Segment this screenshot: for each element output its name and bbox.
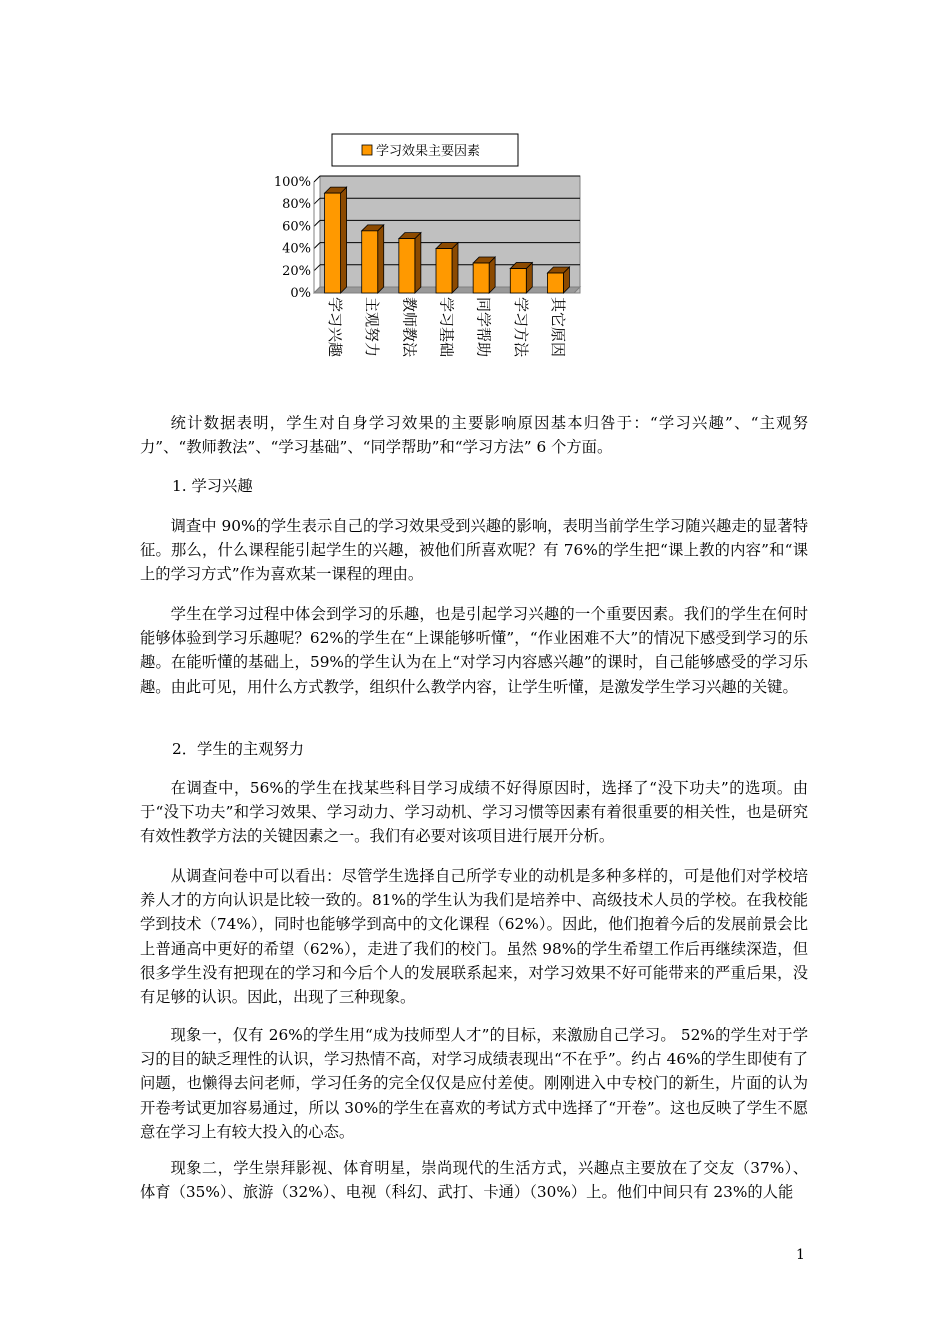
x-tick-label: 学习兴趣 <box>326 297 345 358</box>
paragraph-learning-fun: 学生在学习过程中体会到学习的乐趣，也是引起学习兴趣的一个重要因素。我们的学生在何时能够体验到学习乐趣呢？62%的学生在“上课能够听懂”，“作业困难不大”的情况下感受到学习的乐趣。在能听懂的基础上，59%的学生认为在上“对学习内容感兴趣”的课时，自己能够感受的学习乐趣。由此可见，用什么方式教学，组织什么教学内容，让学生听懂，是激发学生学习兴趣的关键。 <box>140 605 808 696</box>
bar-chart <box>270 130 590 370</box>
bar-side <box>452 243 458 293</box>
bar-side <box>341 187 347 293</box>
bar-side <box>415 233 421 293</box>
paragraph-phenomenon-two: 现象二，学生崇拜影视、体育明星，崇尚现代的生活方式，兴趣点主要放在了交友（37%）、体育（35%）、旅游（32%）、电视（科幻、武打、卡通）（30%）上。他们中间只有 23%的人能 <box>140 1159 808 1202</box>
y-tick-label: 20% <box>282 263 311 279</box>
y-tick-label: 40% <box>282 241 311 257</box>
x-tick-label: 学习方法 <box>511 297 530 358</box>
y-tick-label: 80% <box>282 197 311 213</box>
x-tick-label: 主观努力 <box>363 297 382 358</box>
bar <box>473 263 489 293</box>
paragraph-effort-survey: 在调查中，56%的学生在找某些科目学习成绩不好得原因时，选择了“没下功夫”的选项。由于“没下功夫”和学习效果、学习动力、学习动机、学习习惯等因素有着很重要的相关性，也是研究有效性教学方法的关键因素之一。我们有必要对该项目进行展开分析。 <box>140 779 808 846</box>
x-tick-label: 同学帮助 <box>474 297 493 358</box>
legend-swatch <box>362 145 372 155</box>
bar <box>436 249 452 293</box>
paragraph-interest-survey: 调查中 90%的学生表示自己的学习效果受到兴趣的影响，表明当前学生学习随兴趣走的显著特征。那么，什么课程能引起学生的兴趣，被他们所喜欢呢？有 76%的学生把“课上教的内容”和“课上的学习方式”作为喜欢某一课程的理由。 <box>140 517 808 584</box>
bar <box>399 239 415 293</box>
gridline-diagonal <box>314 220 320 226</box>
legend-label: 学习效果主要因素 <box>376 144 481 159</box>
bar <box>325 193 341 293</box>
x-tick-label: 教师教法 <box>400 297 419 358</box>
chart-svg <box>270 130 590 370</box>
heading-subjective-effort: 2．学生的主观努力 <box>172 740 305 758</box>
bar <box>362 231 378 293</box>
paragraph-summary: 统计数据表明，学生对自身学习效果的主要影响原因基本归咎于：“学习兴趣”、“主观努力”、“教师教法”、“学习基础”、“同学帮助”和“学习方法” 6 个方面。 <box>140 414 808 457</box>
gridline-diagonal <box>314 265 320 271</box>
gridline-diagonal <box>314 176 320 182</box>
bar <box>547 273 563 293</box>
paragraph-phenomenon-one: 现象一，仅有 26%的学生用“成为技师型人才”的目标，来激励自己学习。 52%的学生对于学习的目的缺乏理性的认识，学习热情不高，对学习成绩表现出“不在乎”。约占 46%的学生即使有了问题，也懒得去问老师，学习任务的完全仅仅是应付差使。刚刚进入中专校门的新生，片面的认为开卷考试更加容易通过，所以 30%的学生在喜欢的考试方式中选择了“开卷”。这也反映了学生不愿意在学习上有较大投入的心态。 <box>140 1026 808 1141</box>
heading-learning-interest: 1. 学习兴趣 <box>172 477 253 495</box>
bar <box>510 269 526 293</box>
gridline-diagonal <box>314 198 320 204</box>
y-tick-label: 60% <box>282 219 311 235</box>
paragraph-questionnaire: 从调查问卷中可以看出：尽管学生选择自己所学专业的动机是多种多样的，可是他们对学校培养人才的方向认识是比较一致的。81%的学生认为我们是培养中、高级技术人员的学校。在我校能学到技术（74%），同时也能够学到高中的文化课程（62%）。因此，他们抱着今后的发展前景会比上普通高中更好的希望（62%），走进了我们的校门。虽然 98%的学生希望工作后再继续深造，但很多学生没有把现在的学习和今后个人的发展联系起来，对学习效果不好可能带来的严重后果，没有足够的认识。因此，出现了三种现象。 <box>140 867 808 1007</box>
x-tick-label: 学习基础 <box>437 297 456 358</box>
x-tick-label: 其它原因 <box>548 297 567 358</box>
y-tick-label: 100% <box>273 175 311 190</box>
page-number: 1 <box>796 1247 805 1263</box>
y-tick-label: 0% <box>290 286 311 301</box>
gridline-diagonal <box>314 243 320 249</box>
bar-side <box>378 225 384 293</box>
